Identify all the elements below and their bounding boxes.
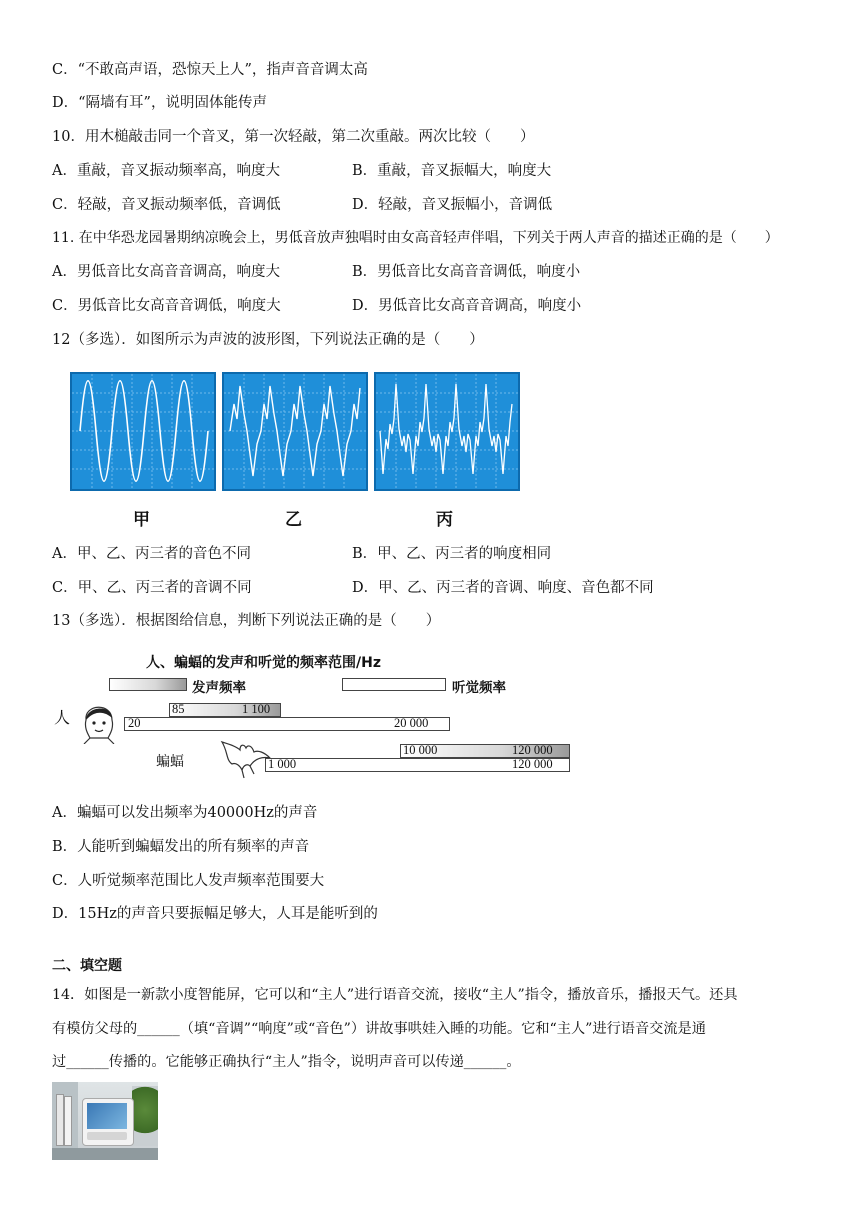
waveform-yi xyxy=(222,372,368,491)
label-bing: 丙 xyxy=(436,510,453,530)
plant-icon xyxy=(132,1086,158,1146)
book-icon xyxy=(64,1096,72,1146)
q12-option-a: A．甲、乙、丙三者的音色不同 xyxy=(52,546,251,562)
bat-emit-low: 10 000 xyxy=(403,743,438,757)
q13-option-a: A．蝙蝠可以发出频率为40000Hz的声音 xyxy=(52,805,318,821)
q12-option-d: D．甲、乙、丙三者的音调、响度、音色都不同 xyxy=(352,580,654,596)
waveform-jia-plot xyxy=(72,374,214,489)
q9-option-c: C．“不敢高声语，恐惊天上人”，指声音音调太高 xyxy=(52,62,368,78)
q10-option-d: D．轻敲，音叉振幅小，音调低 xyxy=(352,197,553,213)
q10-stem: 10．用木槌敲击同一个音叉，第一次轻敲，第二次重敲。两次比较（ ） xyxy=(52,129,535,145)
waveform-yi-plot xyxy=(224,374,366,489)
q11-option-a: A．男低音比女高音音调高，响度大 xyxy=(52,264,280,280)
q11-stem: 11. 在中华恐龙园暑期纳凉晚会上，男低音放声独唱时由女高音轻声伴唱，下列关于两人声音的描述正确的是（ ） xyxy=(52,230,779,246)
bat-emit-high: 120 000 xyxy=(512,743,553,757)
legend-hear-swatch xyxy=(342,678,446,691)
smart-display-screen xyxy=(87,1103,127,1129)
bat-hear-low: 1 000 xyxy=(268,757,297,771)
table-surface xyxy=(52,1148,158,1160)
q13-option-d: D．15Hz的声音只要振幅足够大，人耳是能听到的 xyxy=(52,906,378,922)
frequency-figure-title: 人、蝙蝠的发声和听觉的频率范围/Hz xyxy=(146,655,381,671)
legend-emit-label: 发声频率 xyxy=(192,680,246,696)
waveform-bing-plot xyxy=(376,374,518,489)
smart-display-photo xyxy=(52,1082,158,1160)
q14-line-1: 14．如图是一新款小度智能屏，它可以和“主人”进行语音交流，接收“主人”指令，播放音乐，播报天气。还具 xyxy=(52,987,738,1003)
speaker-grille xyxy=(87,1132,127,1140)
q13-option-c: C．人听觉频率范围比人发声频率范围要大 xyxy=(52,873,325,889)
human-hear-low: 20 xyxy=(128,716,141,730)
q10-option-b: B．重敲，音叉振幅大，响度大 xyxy=(352,163,552,179)
waveform-jia xyxy=(70,372,216,491)
q9-option-d: D．“隔墙有耳”，说明固体能传声 xyxy=(52,95,267,111)
human-emit-high: 1 100 xyxy=(242,702,271,716)
q11-option-c: C．男低音比女高音音调低，响度大 xyxy=(52,298,281,314)
human-emit-low: 85 xyxy=(172,702,185,716)
book-icon xyxy=(56,1094,64,1146)
smart-display-device xyxy=(82,1098,134,1146)
label-yi: 乙 xyxy=(285,510,302,530)
section-heading-fill-blank: 二、填空题 xyxy=(52,958,122,974)
q14-line-2: 有模仿父母的______（填“音调”“响度”或“音色”）讲故事哄娃入睡的功能。它和“主人”进行语音交流是通 xyxy=(52,1021,706,1037)
q11-option-d: D．男低音比女高音音调高，响度小 xyxy=(352,298,582,314)
person-icon xyxy=(80,698,118,744)
q12-option-b: B．甲、乙、丙三者的响度相同 xyxy=(352,546,552,562)
q11-option-b: B．男低音比女高音音调低，响度小 xyxy=(352,264,581,280)
q12-stem: 12（多选）．如图所示为声波的波形图，下列说法正确的是（ ） xyxy=(52,332,484,348)
q10-option-c: C．轻敲，音叉振动频率低，音调低 xyxy=(52,197,281,213)
human-hear-high: 20 000 xyxy=(394,716,429,730)
q14-line-3: 过______传播的。它能够正确执行“主人”指令，说明声音可以传递______。 xyxy=(52,1054,521,1070)
q13-option-b: B．人能听到蝙蝠发出的所有频率的声音 xyxy=(52,839,310,855)
legend-emit-swatch xyxy=(109,678,187,691)
bat-hear-high: 120 000 xyxy=(512,757,553,771)
legend-hear-label: 听觉频率 xyxy=(452,680,506,696)
bat-label: 蝙蝠 xyxy=(156,754,184,770)
q10-option-a: A．重敲，音叉振动频率高，响度大 xyxy=(52,163,280,179)
human-label: 人 xyxy=(54,708,71,727)
waveform-bing xyxy=(374,372,520,491)
q12-option-c: C．甲、乙、丙三者的音调不同 xyxy=(52,580,252,596)
label-jia: 甲 xyxy=(133,510,150,530)
q13-stem: 13（多选）．根据图给信息，判断下列说法正确的是（ ） xyxy=(52,613,441,629)
